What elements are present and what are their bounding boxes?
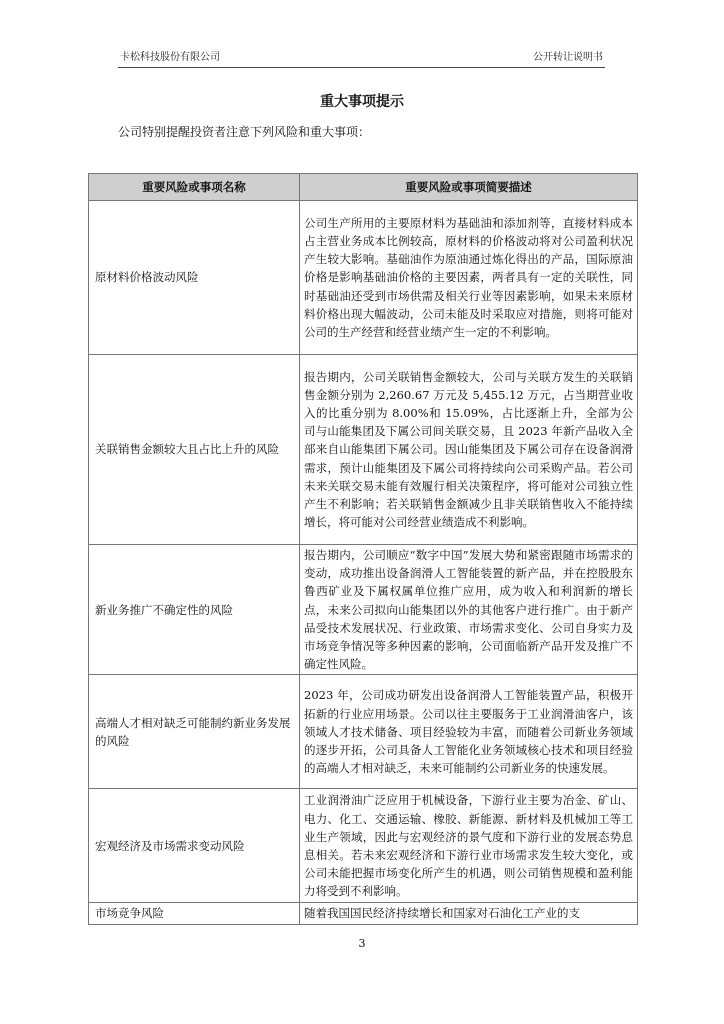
- risk-desc: 报告期内，公司顺应“数字中国”发展大势和紧密跟随市场需求的变动，成功推出设备润滑人工智能装置的新产品，并在控股股东鲁西矿业及下属权属单位推广应用，成为收入和利润新的增长点，未来公司拟向山能集团以外的其他客户进行推广。由于新产品受技术发展状况、行业政策、市场需求变化、公司自身实力及市场竞争情况等多种因素的影响，公司面临新产品开发及推广不确定性风险。: [300, 545, 638, 675]
- risk-name: 新业务推广不确定性的风险: [89, 545, 300, 675]
- risk-name: 市场竞争风险: [89, 903, 300, 924]
- risk-name: 关联销售金额较大且占比上升的风险: [89, 355, 300, 545]
- risk-name: 高端人才相对缺乏可能制约新业务发展的风险: [89, 675, 300, 789]
- header-doc-type: 公开转让说明书: [533, 52, 603, 63]
- risk-desc: 2023 年，公司成功研发出设备润滑人工智能装置产品，积极开拓新的行业应用场景。公司以往主要服务于工业润滑油客户，该领域人才技术储备、项目经验较为丰富，而随着公司新业务领域的逐步开拓，公司具备人工智能化业务领域核心技术和项目经验的高端人才相对缺乏，未来可能制约公司新业务的快速发展。: [300, 675, 638, 789]
- table-row: [89, 355, 638, 545]
- table-row: [89, 789, 638, 903]
- table-row: [89, 675, 638, 789]
- risk-table: [88, 173, 638, 925]
- risk-desc: 工业润滑油广泛应用于机械设备，下游行业主要为冶金、矿山、电力、化工、交通运输、橡胶、新能源、新材料及机械加工等工业生产领域，因此与宏观经济的景气度和下游行业的发展态势息息相关。若未来宏观经济和下游行业市场需求发生较大变化，或公司未能把握市场变化所产生的机遇，则公司销售规模和盈利能力将受到不利影响。: [300, 789, 638, 903]
- header-rule: [118, 67, 605, 68]
- table-row: [89, 903, 638, 924]
- col-desc-header: 重要风险或事项简要描述: [300, 174, 638, 201]
- table-row: [89, 545, 638, 675]
- col-name-header: 重要风险或事项名称: [89, 174, 300, 201]
- table-header-row: [89, 174, 638, 201]
- page-header: [118, 51, 605, 65]
- table-row: [89, 201, 638, 355]
- risk-name: 宏观经济及市场需求变动风险: [89, 789, 300, 903]
- header-company: 卡松科技股份有限公司: [120, 52, 220, 63]
- risk-name: 原材料价格波动风险: [89, 201, 300, 355]
- risk-desc: 报告期内，公司关联销售金额较大，公司与关联方发生的关联销售金额分别为 2,260.67 万元及 5,455.12 万元，占当期营业收入的比重分别为 8.00%和 15.09%，占比逐渐上升，全部为公司与山能集团及下属公司间关联交易，且 2023 年新产品收入全部来自山能集团下属公司。因山能集团及下属公司存在设备润滑需求，预计山能集团及下属公司将持续向公司采购产品。若公司未来关联交易未能有效履行相关决策程序，将可能对公司独立性产生不利影响；若关联销售金额减少且非关联销售收入不能持续增长，将可能对公司经营业绩造成不利影响。: [300, 355, 638, 545]
- page-title: 重大事项提示: [320, 94, 404, 110]
- risk-desc: 随着我国国民经济持续增长和国家对石油化工产业的支: [300, 903, 638, 924]
- intro-text: 公司特别提醒投资者注意下列风险和重大事项：: [118, 125, 371, 139]
- page-number: 3: [358, 937, 366, 950]
- risk-desc: 公司生产所用的主要原材料为基础油和添加剂等，直接材料成本占主营业务成本比例较高，原材料的价格波动将对公司盈利状况产生较大影响。基础油作为原油通过炼化得出的产品，国际原油价格是影响基础油价格的主要因素，两者具有一定的关联性，同时基础油还受到市场供需及相关行业等因素影响，如果未来原材料价格出现大幅波动，公司未能及时采取应对措施，则将可能对公司的生产经营和经营业绩产生一定的不利影响。: [300, 201, 638, 355]
